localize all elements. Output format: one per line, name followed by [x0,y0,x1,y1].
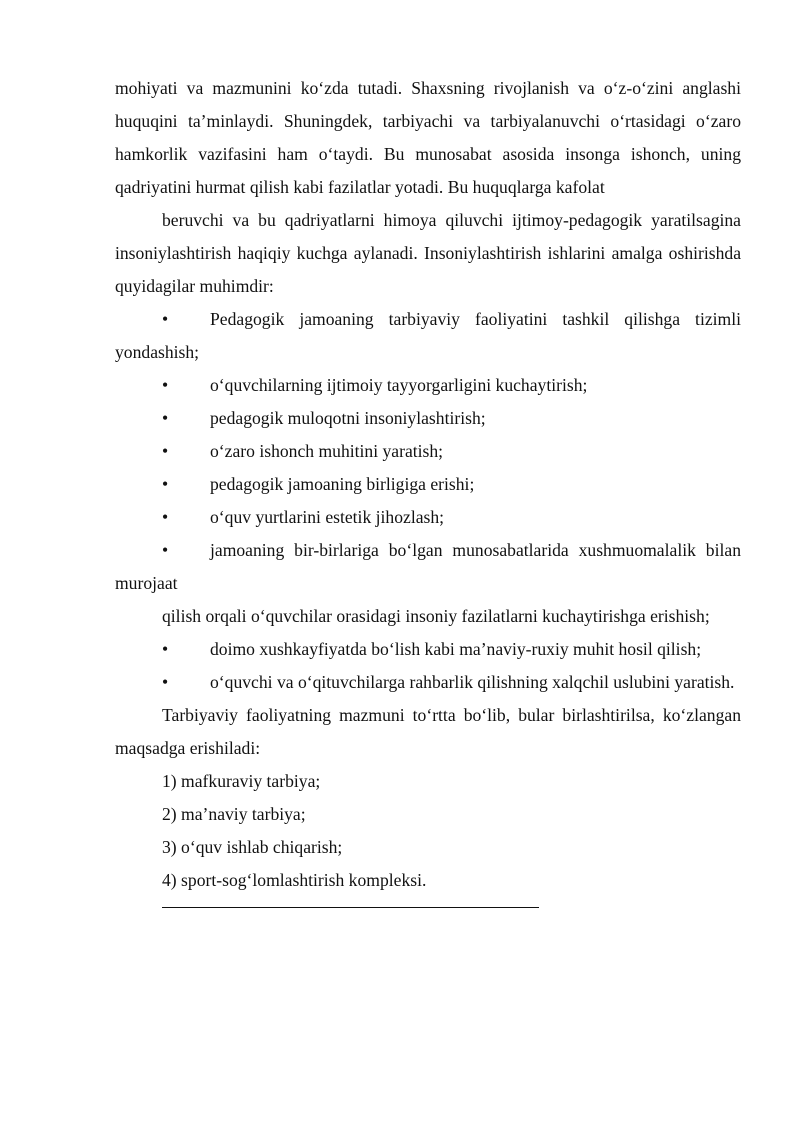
document-page [115,72,741,908]
bullet-symbol: • [162,507,169,527]
second-paragraph: beruvchi va bu qadriyatlarni himoya qiluvchi ijtimoy-pedagogik yaratilsagina insoniylashtirish haqiqiy kuchga aylanadi. Insoniylashtirish ishlarini amalga oshirishda quyidagilar muhimdir: [115,210,741,296]
bullet-item [115,303,741,369]
bullet-item [115,501,741,534]
bullet-text: pedagogik jamoaning birligiga erishi; [210,474,475,494]
bullet-item [115,666,741,699]
bullet-text: oʻquvchilarning ijtimoiy tayyorgarligini kuchaytirish; [210,375,588,395]
content-paragraph: Tarbiyaviy faoliyatning mazmuni toʻrtta boʻlib, bular birlashtirilsa, koʻzlangan maqsadga erishiladi: [115,705,741,758]
bullet-symbol: • [162,474,169,494]
numbered-item: 4) sport-sogʻlomlashtirish kompleksi. [162,870,427,890]
bullet-symbol: • [162,375,169,395]
bullet-text: pedagogik muloqotni insoniylashtirish; [210,408,486,428]
footnote-separator-line [162,907,539,908]
intro-paragraph: mohiyati va mazmunini koʻzda tutadi. Shaxsning rivojlanish va oʻz-oʻzini anglashi huquqini taʼminlaydi. Shuningdek, tarbiyachi va tarbiyalanuvchi oʻrtasidagi oʻzaro hamkorlik vazifasini ham oʻtaydi. Bu munosabat asosida insonga ishonch, uning qadriyatini hurmat qilish kabi fazilatlar yotadi. Bu huquqlarga kafolat [115,78,741,197]
bullet-item [115,402,741,435]
bullet-item [115,534,741,600]
bullet-item [115,633,741,666]
bullet-text: Pedagogik jamoaning tarbiyaviy faoliyatini tashkil qilishga tizimli yondashish; [115,309,741,362]
bullet-symbol: • [162,639,169,659]
bullet-item [115,468,741,501]
bullet-symbol: • [162,441,169,461]
bullet-text: oʻquvchi va oʻqituvchilarga rahbarlik qilishning xalqchil uslubini yaratish. [210,672,735,692]
bullet-item [115,435,741,468]
numbered-item: 2) maʼnaviy tarbiya; [162,804,306,824]
bullet-text: oʻzaro ishonch muhitini yaratish; [210,441,444,461]
numbered-item: 3) oʻquv ishlab chiqarish; [162,837,343,857]
bullet-text: jamoaning bir-birlariga boʻlgan munosabatlarida xushmuomalalik bilan murojaat [115,540,741,593]
bullet-symbol: • [162,408,169,428]
numbered-item: 1) mafkuraviy tarbiya; [162,771,321,791]
bullet-item [115,369,741,402]
bullet-symbol: • [162,540,169,560]
bullet-symbol: • [162,309,169,329]
bullet-symbol: • [162,672,169,692]
continuation-paragraph: qilish orqali oʻquvchilar orasidagi insoniy fazilatlarni kuchaytirishga erishish; [162,606,710,626]
bullet-text: doimo xushkayfiyatda boʻlish kabi maʼnaviy-ruxiy muhit hosil qilish; [210,639,702,659]
bullet-text: oʻquv yurtlarini estetik jihozlash; [210,507,445,527]
